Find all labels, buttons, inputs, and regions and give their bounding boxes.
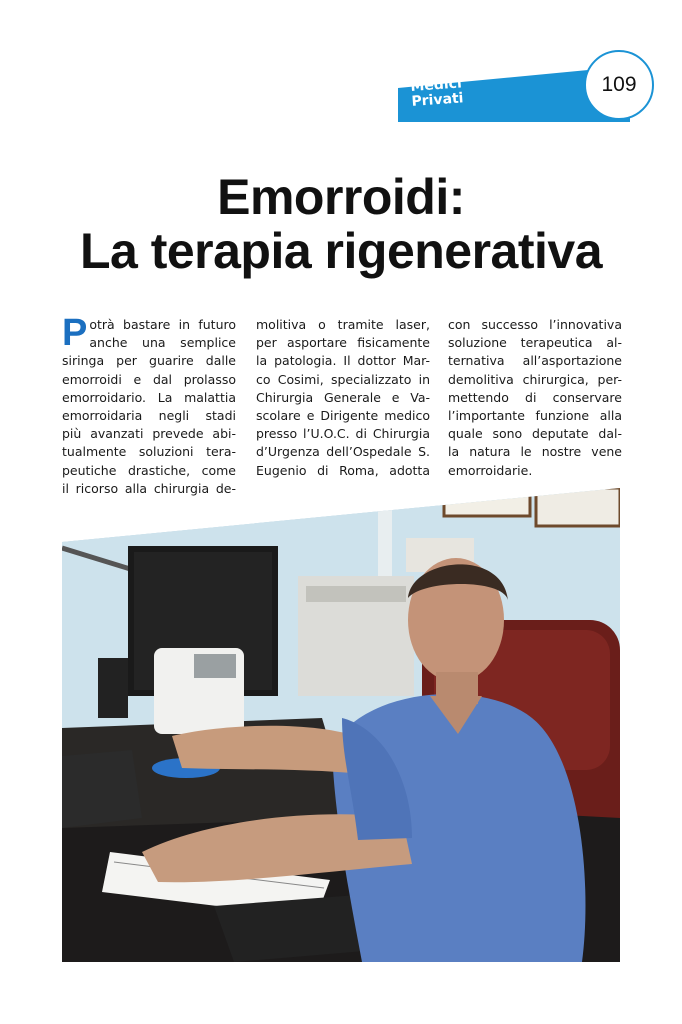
text-line: la patologia. Il dottor Mar- [256,353,430,369]
body-column-3 [448,316,622,480]
page-number: 109 [584,50,654,120]
text-line: otrà bastare in futuro [89,317,236,332]
text-line: l’importante funzione alla [448,408,622,424]
text-line: anche una semplice [89,335,236,351]
text-line: tualmente soluzioni tera- [62,444,236,460]
text-line: quale sono deputate dal- [448,426,622,442]
text-line: con successo l’innovativa [448,317,622,332]
text-line: demolitiva chirurgica, per- [448,371,622,387]
doctor-photo [62,488,620,962]
title-line-1: Emorroidi: [217,169,465,225]
photo-illustration [62,488,620,962]
section-label-line2: Privati [410,90,464,110]
text-line: emorroidi e dal prolasso [62,371,236,387]
text-line: molitiva o tramite laser, [256,317,430,332]
text-line: Chirurgia Generale e Va- [256,389,430,405]
section-label-line1: Medici [409,75,463,95]
text-line: co Cosimi, specializzato in [256,371,430,387]
text-line: ternativa all’asportazione [448,353,622,369]
text-line: siringa per guarire dalle [62,353,236,369]
text-line: scolare e Dirigente medico [256,408,430,424]
title-line-2: La terapia rigenerativa [79,223,603,279]
text-line: per asportare fisicamente [256,335,430,351]
text-line: Eugenio di Roma, adotta [256,462,430,478]
text-line: peutiche drastiche, come [62,462,236,478]
text-line: la natura le nostre vene [448,444,622,460]
text-line: d’Urgenza dell’Ospedale S. [256,444,430,460]
text-line: il ricorso alla chirurgia de- [62,480,236,496]
drop-cap: P [62,312,88,354]
text-line: emorroidario. La malattia [62,389,236,405]
text-line: emorroidarie. [448,462,533,478]
body-column-2 [256,316,430,480]
body-column-1 [62,312,236,498]
text-line: presso l’U.O.C. di Chirurgia [256,426,430,442]
section-label [410,76,464,110]
text-line: mettendo di conservare [448,389,622,405]
article-title [0,170,682,278]
text-line: emorroidaria negli stadi [62,408,236,424]
text-line: soluzione terapeutica al- [448,335,622,351]
text-line: più avanzati prevede abi- [62,426,236,442]
